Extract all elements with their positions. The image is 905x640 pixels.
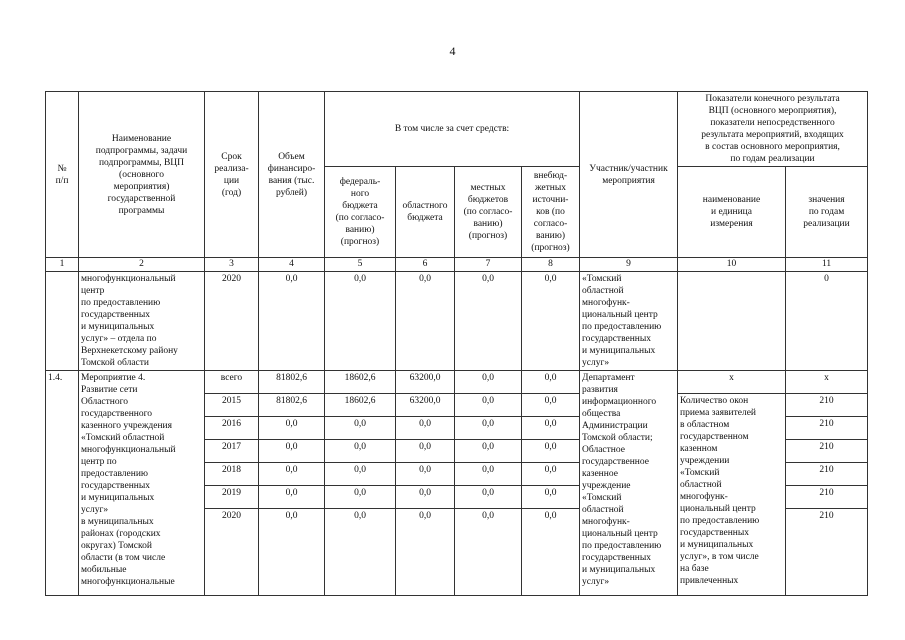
continuation-year: 2020 [205,272,259,371]
measure-local: 0,0 [455,463,522,486]
measure-year: 2018 [205,463,259,486]
measure-ind-value: 210 [786,463,868,486]
measure-federal: 18602,6 [325,371,396,394]
measure-ind-value: 210 [786,509,868,596]
column-number: 8 [522,258,580,272]
measure-regional: 0,0 [396,440,455,463]
measure-offbudget: 0,0 [522,486,580,509]
continuation-participant: «Томский областной многофунк- циональный центр по предоставлению государственных и муниципальных услуг» [580,272,678,371]
measure-local: 0,0 [455,509,522,596]
column-number: 10 [678,258,786,272]
measure-federal: 0,0 [325,417,396,440]
measure-local: 0,0 [455,417,522,440]
measure-federal: 0,0 [325,440,396,463]
column-number: 6 [396,258,455,272]
column-number: 9 [580,258,678,272]
column-number: 3 [205,258,259,272]
continuation-federal: 0,0 [325,272,396,371]
continuation-ind-value: 0 [786,272,868,371]
continuation-regional: 0,0 [396,272,455,371]
measure-local: 0,0 [455,371,522,394]
header-name: Наименование подпрограммы, задачи подпрограммы, ВЦП (основного мероприятия) государственной программы [79,92,205,258]
measure-federal: 18602,6 [325,394,396,417]
measure-participant: Департамент развития информационного общества Администрации Томской области; Областное государственное казенное учреждение «Томский областной многофунк- циональный центр по предоставлению государственных и муниципальных услуг» [580,371,678,596]
measure-regional: 0,0 [396,486,455,509]
continuation-name: многофункциональный центр по предоставлению государственных и муниципальных услуг» – отдела по Верхнекетскому району Томской области [79,272,205,371]
page-number: 4 [449,44,456,58]
column-number-row [46,258,868,272]
header-term: Срок реализа- ции (год) [205,92,259,258]
measure-year: 2016 [205,417,259,440]
header-ind-values: значения по годам реализации [786,167,868,258]
measure-year: 2019 [205,486,259,509]
measure-volume: 0,0 [259,463,325,486]
measure-offbudget: 0,0 [522,371,580,394]
column-number: 2 [79,258,205,272]
measure-federal: 0,0 [325,509,396,596]
header-ind-name: наименование и единица измерения [678,167,786,258]
program-table [45,91,868,596]
measure-volume: 0,0 [259,486,325,509]
measure-ind-name-x: х [678,371,786,394]
measure-offbudget: 0,0 [522,463,580,486]
continuation-row [46,272,868,371]
measure-regional: 0,0 [396,463,455,486]
column-number: 1 [46,258,79,272]
measure-ind-name: Количество окон приема заявителей в областном государственном казенном учреждении «Томский областной многофунк- циональный центр по предоставлению государственных и муниципальных услуг», в том числе на базе привлеченных [678,394,786,596]
header-participant: Участник/участник мероприятия [580,92,678,258]
measure-row-total [46,371,868,394]
column-number: 7 [455,258,522,272]
column-number: 4 [259,258,325,272]
measure-number: 1.4. [46,371,79,596]
continuation-number [46,272,79,371]
measure-offbudget: 0,0 [522,440,580,463]
measure-offbudget: 0,0 [522,394,580,417]
measure-ind-value: х [786,371,868,394]
measure-year: 2015 [205,394,259,417]
measure-volume: 0,0 [259,509,325,596]
measure-local: 0,0 [455,440,522,463]
measure-regional: 63200,0 [396,371,455,394]
measure-ind-value: 210 [786,394,868,417]
measure-name: Мероприятие 4. Развитие сети Областного государственного казенного учреждения «Томский областной многофункциональный центр по предоставлению государственных и муниципальных услуг» в муниципальных районах (городских округах) Томской области (в том числе мобильные многофункциональные [79,371,205,596]
measure-regional: 63200,0 [396,394,455,417]
measure-volume: 0,0 [259,440,325,463]
continuation-volume: 0,0 [259,272,325,371]
continuation-ind-name [678,272,786,371]
measure-federal: 0,0 [325,486,396,509]
header-offbudget: внебюд- жетных источни- ков (по согласо- ванию) (прогноз) [522,167,580,258]
measure-offbudget: 0,0 [522,417,580,440]
measure-ind-value: 210 [786,417,868,440]
measure-ind-value: 210 [786,486,868,509]
measure-federal: 0,0 [325,463,396,486]
measure-volume: 81802,6 [259,371,325,394]
column-number: 5 [325,258,396,272]
header-num: № п/п [46,92,79,258]
measure-volume: 81802,6 [259,394,325,417]
measure-volume: 0,0 [259,417,325,440]
column-number: 11 [786,258,868,272]
measure-year: 2017 [205,440,259,463]
measure-offbudget: 0,0 [522,509,580,596]
measure-year: всего [205,371,259,394]
continuation-offbudget: 0,0 [522,272,580,371]
measure-local: 0,0 [455,486,522,509]
continuation-local: 0,0 [455,272,522,371]
measure-year: 2020 [205,509,259,596]
measure-ind-value: 210 [786,440,868,463]
header-regional: областного бюджета [396,167,455,258]
measure-regional: 0,0 [396,417,455,440]
header-row-1 [46,92,868,167]
header-local: местных бюджетов (по согласо- ванию) (прогноз) [455,167,522,258]
measure-regional: 0,0 [396,509,455,596]
header-federal: федераль- ного бюджета (по согласо- ванию) (прогноз) [325,167,396,258]
header-indicators: Показатели конечного результата ВЦП (основного мероприятия), показатели непосредственного результата мероприятий, входящих в состав основного мероприятия, по годам реализации [678,92,868,167]
header-volume: Объем финансиро- вания (тыс. рублей) [259,92,325,258]
header-sources: В том числе за счет средств: [325,92,580,167]
measure-local: 0,0 [455,394,522,417]
